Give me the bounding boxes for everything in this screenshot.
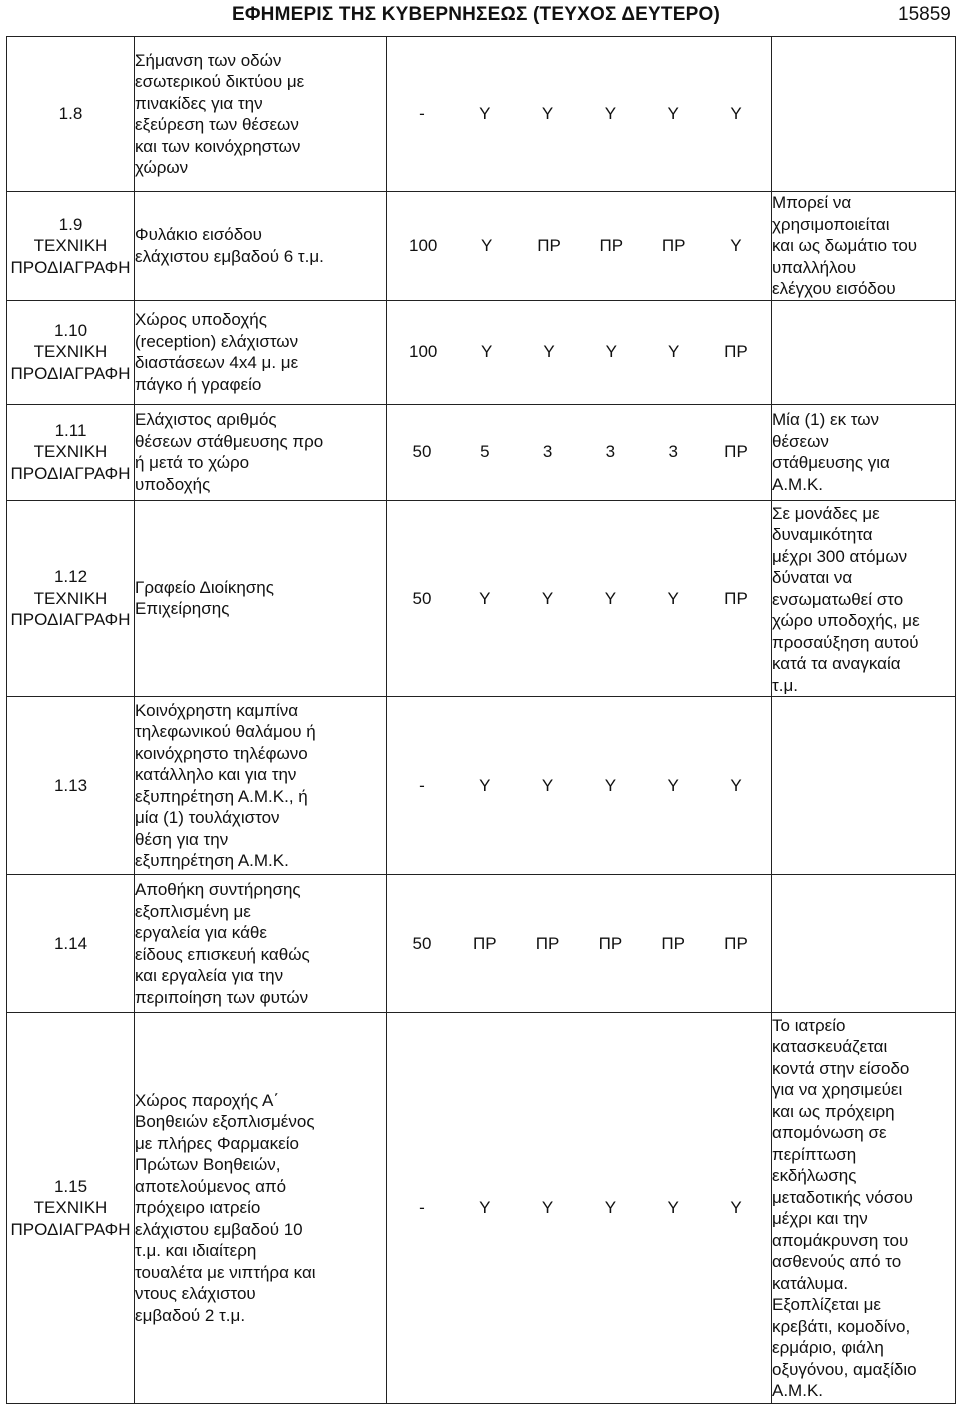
note-line: Σε μονάδες με — [772, 503, 880, 523]
description-line: πινακίδες για την — [135, 93, 263, 113]
category-value: Υ — [730, 104, 742, 124]
description-line: εμβαδού 2 τ.μ. — [135, 1305, 246, 1325]
description-line: εσωτερικού δικτύου με — [135, 72, 305, 91]
values-cell — [387, 404, 772, 500]
description-line: χώρων — [135, 158, 189, 177]
item-number-cell — [7, 875, 135, 1013]
description-line: θέσεων στάθμευσης προ — [135, 431, 324, 451]
category-value: - — [419, 104, 425, 124]
table-row — [7, 875, 956, 1013]
category-value: 100 — [409, 342, 438, 362]
item-number: ΠΡΟΔΙΑΓΡΑΦΗ — [10, 257, 131, 277]
category-value: 50 — [412, 442, 432, 462]
values-row — [387, 1197, 771, 1219]
category-value: Υ — [479, 775, 491, 795]
category-value: 3 — [542, 442, 553, 462]
category-value: Υ — [541, 588, 554, 608]
table-row — [7, 697, 956, 875]
item-number-cell — [7, 697, 135, 875]
category-value: Υ — [730, 1198, 742, 1218]
description-line: ελάχιστου εμβαδού 10 — [135, 1219, 303, 1239]
item-number: 1.10 — [53, 320, 88, 340]
description-line: πρόχειρο ιατρείο — [135, 1198, 261, 1218]
description-line: Αποθήκη συντήρησης — [135, 880, 301, 899]
note-cell — [772, 875, 956, 1013]
description-cell — [135, 192, 387, 301]
description-line: εξεύρεση των θέσεων — [135, 115, 299, 134]
description-line: Γραφείο Διοίκησης — [135, 577, 274, 597]
note-line: θέσεων — [772, 431, 829, 451]
item-number: ΤΕΧΝΙΚΗ — [33, 588, 108, 608]
note-line: δυναμικότητα — [772, 525, 873, 544]
category-value: Υ — [479, 588, 491, 608]
note-line: και ως πρόχειρη — [772, 1101, 895, 1121]
description-line: Φυλάκιο εισόδου — [135, 225, 262, 245]
note-line: κατάλυμα. — [772, 1273, 849, 1293]
category-value: Υ — [667, 588, 679, 608]
item-number: 1.12 — [53, 567, 88, 586]
category-value: Υ — [541, 104, 554, 124]
category-value: ΠΡ — [537, 236, 561, 255]
description-cell — [135, 500, 387, 697]
category-value: Υ — [541, 775, 554, 795]
note-cell — [772, 300, 956, 404]
category-value: 3 — [668, 442, 678, 462]
item-number: ΤΕΧΝΙΚΗ — [33, 342, 108, 362]
item-number: ΠΡΟΔΙΑΓΡΑΦΗ — [10, 363, 131, 383]
description-cell — [135, 875, 387, 1013]
values-row — [387, 588, 771, 610]
page-number: 15859 — [898, 4, 951, 25]
description-line: εργαλεία για κάθε — [135, 923, 267, 942]
category-value: Υ — [604, 775, 617, 795]
values-cell — [387, 300, 772, 404]
category-value: Υ — [605, 342, 617, 362]
note-cell — [772, 1013, 956, 1404]
values-cell — [387, 192, 772, 301]
item-number: ΠΡΟΔΙΑΓΡΑΦΗ — [10, 1219, 131, 1239]
description-line: και εργαλεία για την — [135, 966, 284, 985]
category-value: ΠΡ — [661, 933, 685, 953]
category-value: 50 — [412, 588, 432, 608]
description-cell — [135, 697, 387, 875]
category-value: ΠΡ — [661, 236, 686, 255]
category-value: Υ — [481, 342, 493, 362]
description-line: Βοηθειών εξοπλισμένος — [135, 1112, 315, 1132]
values-row — [387, 775, 771, 797]
table-row — [7, 404, 956, 500]
note-line: κατασκευάζεται — [772, 1037, 888, 1056]
category-value: Υ — [730, 775, 742, 795]
description-line: θέση για την — [135, 829, 229, 849]
category-value: 50 — [412, 933, 432, 953]
note-line: οξυγόνου, αμαξίδιο — [772, 1359, 917, 1379]
note-line: στάθμευσης για — [772, 453, 890, 472]
category-value: Υ — [543, 342, 555, 362]
category-value: Υ — [479, 104, 491, 124]
item-number-cell — [7, 192, 135, 301]
specifications-table — [6, 36, 956, 1404]
item-number: 1.9 — [58, 214, 83, 234]
category-value: Υ — [479, 1198, 491, 1218]
category-value: 100 — [409, 236, 438, 255]
item-number: 1.14 — [53, 933, 88, 953]
category-value: ΠΡ — [724, 933, 748, 953]
description-line: τηλεφωνικού θαλάμου ή — [135, 722, 316, 741]
description-cell — [135, 404, 387, 500]
table-row — [7, 500, 956, 697]
description-line: ή μετά το χώρο — [135, 453, 250, 472]
description-cell — [135, 1013, 387, 1404]
description-line: (reception) ελάχιστων — [135, 331, 299, 351]
item-number-cell — [7, 300, 135, 404]
table-body — [7, 37, 956, 1404]
item-number: 1.11 — [54, 420, 87, 440]
description-line: εξυπηρέτηση Α.Μ.Κ. — [135, 851, 289, 870]
note-line: Το ιατρείο — [772, 1015, 846, 1035]
category-value: ΠΡ — [598, 933, 623, 953]
description-line: Πρώτων Βοηθειών, — [135, 1155, 281, 1175]
description-line: Κοινόχρηστη καμπίνα — [135, 700, 299, 720]
description-cell — [135, 300, 387, 404]
description-line: πάγκο ή γραφείο — [135, 374, 262, 394]
note-line: τ.μ. — [772, 675, 798, 695]
note-line: για να χρησιμεύει — [772, 1080, 903, 1099]
description-line: κοινόχρηστο τηλέφωνο — [135, 743, 308, 763]
item-number: ΠΡΟΔΙΑΓΡΑΦΗ — [10, 463, 131, 483]
table-row — [7, 300, 956, 404]
category-value: Υ — [604, 104, 617, 124]
values-cell — [387, 1013, 772, 1404]
note-cell — [772, 404, 956, 500]
note-line: υπαλλήλου — [772, 257, 857, 277]
note-line: απομάκρυνση του — [772, 1230, 909, 1250]
note-line: Μπορεί να — [772, 193, 852, 212]
item-number: 1.13 — [53, 775, 88, 795]
note-line: μέχρι και την — [772, 1209, 868, 1228]
note-line: και ως δωμάτιο του — [772, 236, 918, 255]
item-number: ΠΡΟΔΙΑΓΡΑΦΗ — [10, 610, 131, 629]
item-number-cell — [7, 500, 135, 697]
values-row — [387, 341, 771, 363]
note-line: χρησιμοποιείται — [772, 214, 890, 234]
note-line: ενσωματωθεί στο — [772, 589, 904, 609]
values-row — [387, 441, 771, 463]
category-value: Υ — [730, 236, 742, 255]
description-line: περιποίηση των φυτών — [135, 987, 309, 1007]
item-number: 1.8 — [58, 104, 83, 124]
description-line: διαστάσεων 4x4 μ. με — [135, 353, 299, 372]
category-value: Υ — [667, 342, 680, 362]
description-line: με πλήρες Φαρμακείο — [135, 1133, 299, 1153]
category-value: 5 — [480, 442, 490, 462]
table-row — [7, 1013, 956, 1404]
category-value: Υ — [604, 1198, 617, 1218]
item-number-cell — [7, 37, 135, 192]
description-line: υποδοχής — [135, 474, 211, 494]
category-value: ΠΡ — [724, 442, 748, 462]
description-line: εξυπηρέτηση Α.Μ.Κ., ή — [135, 786, 308, 806]
values-cell — [387, 500, 772, 697]
description-line: Σήμανση των οδών — [135, 50, 282, 70]
category-value: ΠΡ — [724, 588, 748, 608]
note-cell — [772, 192, 956, 301]
category-value: 3 — [605, 442, 616, 462]
note-line: κοντά στην είσοδο — [772, 1058, 910, 1078]
gazette-title: ΕΦΗΜΕΡΙΣ ΤΗΣ ΚΥΒΕΡΝΗΣΕΩΣ (ΤΕΥΧΟΣ ΔΕΥΤΕΡΟ) — [232, 4, 720, 25]
category-value: - — [419, 1198, 425, 1218]
description-line: μία (1) τουλάχιστον — [135, 808, 280, 827]
item-number: ΤΕΧΝΙΚΗ — [33, 236, 108, 255]
note-line: Μία (1) εκ των — [772, 410, 880, 429]
item-number: ΤΕΧΝΙΚΗ — [33, 442, 108, 462]
description-cell — [135, 37, 387, 192]
note-line: ασθενούς από το — [772, 1252, 902, 1271]
values-row — [387, 103, 771, 125]
item-number-cell — [7, 404, 135, 500]
note-line: κρεβάτι, κομοδίνο, — [772, 1316, 911, 1336]
note-cell — [772, 500, 956, 697]
description-line: τουαλέτα με νιπτήρα και — [135, 1262, 316, 1282]
note-line: ελέγχου εισόδου — [772, 279, 896, 298]
note-line: Α.Μ.Κ. — [772, 1381, 824, 1400]
note-line: μεταδοτικής νόσου — [772, 1187, 913, 1207]
description-line: ντους ελάχιστου — [135, 1284, 256, 1304]
values-row — [387, 235, 771, 257]
category-value: Υ — [541, 1198, 554, 1218]
note-line: Α.Μ.Κ. — [772, 474, 824, 494]
note-line: χώρο υποδοχής, με — [772, 611, 920, 630]
values-row — [387, 933, 771, 955]
description-line: Χώρος υποδοχής — [135, 310, 267, 329]
note-line: δύναται να — [772, 568, 853, 587]
item-number: 1.15 — [53, 1176, 88, 1196]
description-line: Χώρος παροχής Α΄ — [135, 1090, 279, 1110]
category-value: ΠΡ — [472, 933, 497, 953]
category-value: Υ — [667, 775, 679, 795]
description-line: κατάλληλο και για την — [135, 765, 297, 784]
description-line: τ.μ. και ιδιαίτερη — [135, 1241, 257, 1261]
category-value: Υ — [481, 236, 493, 255]
category-value: Υ — [667, 1198, 679, 1218]
category-value: Υ — [667, 104, 679, 124]
description-line: αποτελούμενος από — [135, 1176, 287, 1196]
category-value: ΠΡ — [535, 933, 560, 953]
table-row — [7, 192, 956, 301]
page-header — [0, 0, 960, 30]
description-line: και των κοινόχρηστων — [135, 136, 301, 156]
note-line: Εξοπλίζεται με — [772, 1295, 881, 1314]
note-line: ερμάριο, φιάλη — [772, 1338, 884, 1357]
values-cell — [387, 875, 772, 1013]
table-row — [7, 37, 956, 192]
category-value: ΠΡ — [599, 236, 624, 255]
description-line: είδους επισκευή καθώς — [135, 944, 310, 964]
values-cell — [387, 37, 772, 192]
note-line: εκδήλωσης — [772, 1166, 857, 1185]
note-line: περίπτωση — [772, 1144, 857, 1164]
values-cell — [387, 697, 772, 875]
description-line: ελάχιστου εμβαδού 6 τ.μ. — [135, 246, 324, 266]
category-value: ΠΡ — [724, 342, 748, 362]
item-number-cell — [7, 1013, 135, 1404]
note-line: προσαύξηση αυτού — [772, 632, 919, 652]
note-line: μέχρι 300 ατόμων — [772, 546, 908, 566]
note-line: κατά τα αναγκαία — [772, 654, 901, 673]
category-value: Υ — [604, 588, 617, 608]
description-line: Επιχείρησης — [135, 599, 230, 619]
item-number: ΤΕΧΝΙΚΗ — [33, 1198, 108, 1218]
category-value: - — [419, 775, 425, 795]
note-cell — [772, 697, 956, 875]
description-line: Ελάχιστος αριθμός — [135, 410, 277, 429]
note-cell — [772, 37, 956, 192]
note-line: απομόνωση σε — [772, 1123, 887, 1142]
description-line: εξοπλισμένη με — [135, 901, 251, 921]
